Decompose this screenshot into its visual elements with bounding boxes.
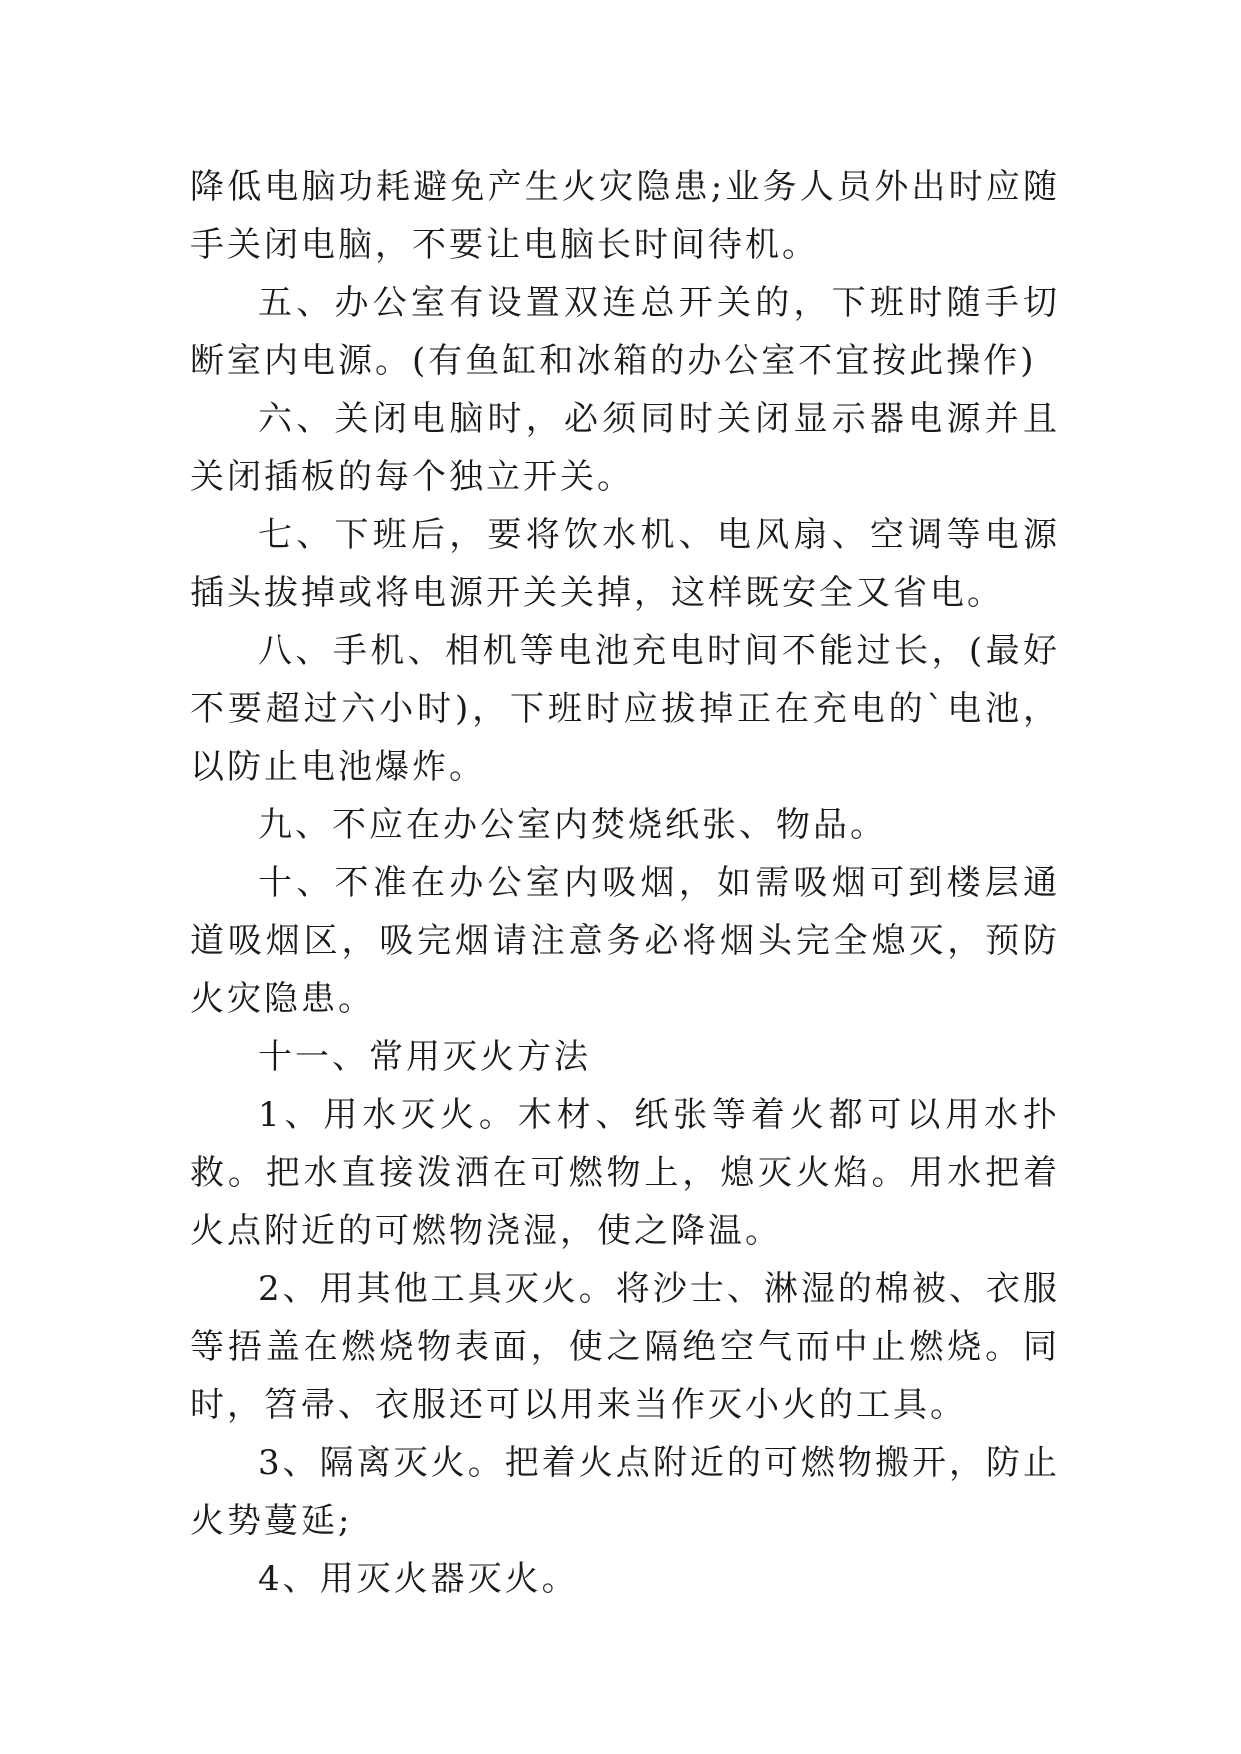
paragraph-item-5: 五、办公室有设置双连总开关的，下班时随手切断室内电源。(有鱼缸和冰箱的办公室不宜按此操作) [190,283,1060,381]
paragraph-item-7: 七、下班后，要将饮水机、电风扇、空调等电源插头拔掉或将电源开关关掉，这样既安全又省电。 [190,515,1060,613]
method-item-4: 4、用灭火器灭火。 [258,1559,579,1599]
paragraph-item-9: 九、不应在办公室内焚烧纸张、物品。 [258,805,887,845]
paragraph-item-8: 八、手机、相机等电池充电时间不能过长，(最好不要超过六小时)，下班时应拔掉正在充电的`电池，以防止电池爆炸。 [190,631,1060,787]
paragraph-item-10: 十、不准在办公室内吸烟，如需吸烟可到楼层通道吸烟区，吸完烟请注意务必将烟头完全熄灭，预防火灾隐患。 [190,863,1060,1019]
section-heading-11: 十一、常用灭火方法 [258,1037,591,1077]
method-item-3: 3、隔离灭火。把着火点附近的可燃物搬开，防止火势蔓延; [190,1443,1060,1541]
method-item-2: 2、用其他工具灭火。将沙士、淋湿的棉被、衣服等捂盖在燃烧物表面，使之隔绝空气而中止燃烧。同时，笤帚、衣服还可以用来当作灭小火的工具。 [190,1269,1060,1425]
method-item-1: 1、用水灭火。木材、纸张等着火都可以用水扑救。把水直接泼洒在可燃物上，熄灭火焰。用水把着火点附近的可燃物浇湿，使之降温。 [190,1095,1060,1251]
paragraph-continuation: 降低电脑功耗避免产生火灾隐患;业务人员外出时应随手关闭电脑，不要让电脑长时间待机。 [190,167,1060,265]
paragraph-item-6: 六、关闭电脑时，必须同时关闭显示器电源并且关闭插板的每个独立开关。 [190,399,1060,497]
document-body [190,158,1060,1608]
